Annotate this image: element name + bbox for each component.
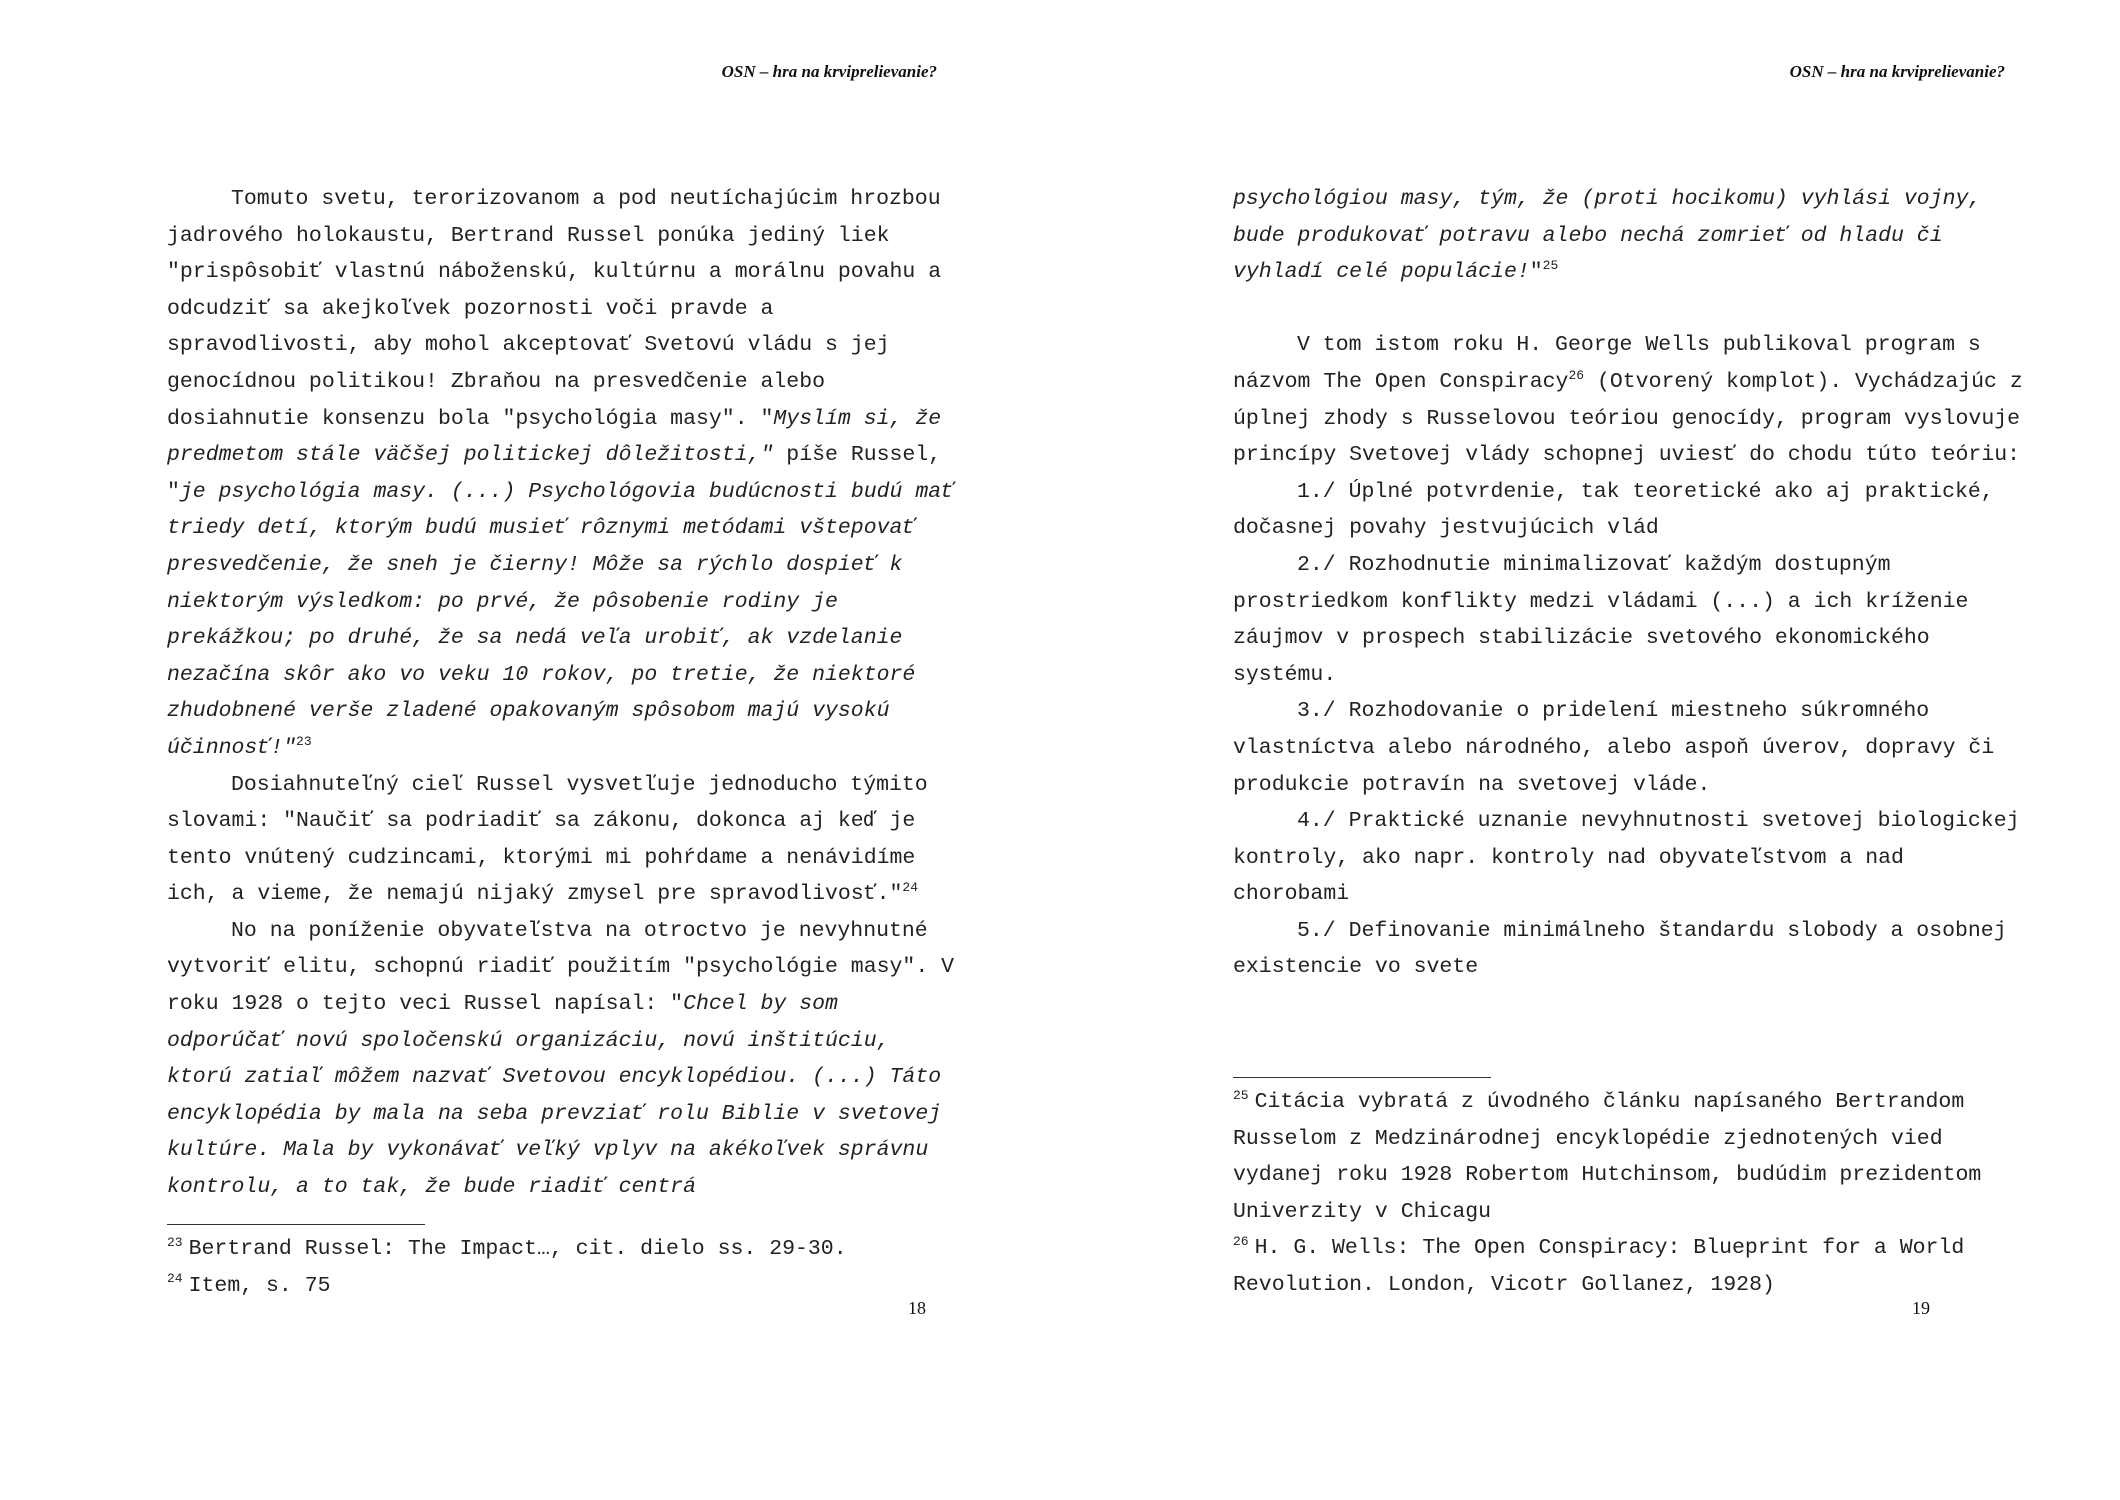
footnote: $^{25}$ Citácia vybratá z úvodného článku napísaného Bertrandom Russelom z Medzinárodnej encyklopédie zjednotených vied vydanej roku 1928 Robertom Hutchinsom, budúdim prezidentom Univerzity v Chicagu <box>1233 1087 1982 1224</box>
list-item: 1./ Úplné potvrdenie, tak teoretické ako aj praktické, dočasnej povahy jestvujúcich vlád <box>1233 479 1994 541</box>
right-page <box>1060 0 2120 1500</box>
body-text <box>167 181 957 1206</box>
footnote-divider <box>1233 1077 1491 1078</box>
footnotes <box>167 1224 957 1304</box>
list-item: 4./ Praktické uznanie nevyhnutnosti svetovej biologickej kontroly, ako napr. kontroly nad obyvateľstvom a nad chorobami <box>1233 809 2020 907</box>
footnote: $^{24}$ Item, s. 75 <box>167 1271 331 1298</box>
footnote-reference: 26 <box>1568 367 1585 383</box>
page-number: 19 <box>1912 1298 1930 1318</box>
paragraph: psychológiou masy, tým, že (proti hocikomu) vyhlási vojny, bude produkovať potravu alebo nechá zomrieť od hladu či vyhladí celé populácie!"$^{25}$ <box>1233 187 1982 285</box>
footnote-reference: 23 <box>296 733 312 749</box>
paragraph: No na poníženie obyvateľstva na otroctvo je nevyhnutné vytvoriť elitu, schopnú riadiť použitím "psychológie masy". V roku 1928 o tejto veci Russel napísal: "Chcel by som odporúčať novú spoločenskú organizáciu, novú inštitúciu, ktorú zatiaľ môžem nazvať Svetovou encyklopédiou. (...) Táto encyklopédia by mala na seba prevziať rolu Biblie v svetovej kultúre. Mala by vykonávať veľký vplyv na akékoľvek správnu kontrolu, a to tak, že bude riadiť centrá <box>167 918 955 1200</box>
footnote-reference: 24 <box>902 880 919 896</box>
paragraph: Dosiahnuteľný cieľ Russel vysvetľuje jednoducho týmito slovami: "Naučiť sa podriadiť sa zákonu, dokonca aj keď je tento vnútený cudzincami, ktorými mi pohŕdame a nenávidíme ich, a vieme, že nemajú nijaký zmysel pre spravodlivosť."$^{24}$ <box>167 772 928 907</box>
body-text <box>1233 181 2023 986</box>
paragraph: Tomuto svetu, terorizovanom a pod neutíchajúcim hrozbou jadrového holokaustu, Bertrand Russel ponúka jediný liek "prispôsobiť vlastnú náboženskú, kultúrnu a morálnu povahu a odcudziť sa akejkoľvek pozornosti voči pravde a spravodlivosti, aby mohol akceptovať Svetovú vládu s jej genocídnou politikou! Zbraňou na presvedčenie alebo dosiahnutie konsenzu bola "psychológia masy". "Myslím si, že predmetom stále väčšej politickej dôležitosti," píše Russel, "je psychológia masy. (...) Psychológovia budúcnosti budú mať triedy detí, ktorým budú musieť rôznymi metódami vštepovať presvedčenie, že sneh je čierny! Môže sa rýchlo dospieť k niektorým výsledkom: po prvé, že pôsobenie rodiny je prekážkou; po druhé, že sa nedá veľa urobiť, ak vzdelanie nezačína skôr ako vo veku 10 rokov, po tretie, že niektoré zhudobnené verše zladené opakovaným spôsobom majú vysokú účinnosť!"$^{23}$ <box>167 187 955 760</box>
running-header: OSN – hra na krviprelievanie? <box>721 62 937 81</box>
page-number: 18 <box>908 1298 926 1318</box>
list-item: 3./ Rozhodovanie o pridelení miestneho súkromného vlastníctva alebo národného, alebo aspoň úverov, dopravy či produkcie potravín na svetovej vláde. <box>1233 699 1995 797</box>
list-item: 5./ Definovanie minimálneho štandardu slobody a osobnej existencie vo svete <box>1233 918 2007 980</box>
list-item: 2./ Rozhodnutie minimalizovať každým dostupným prostriedkom konflikty medzi vládami (...) a ich kríženie záujmov v prospech stabilizácie svetového ekonomického systému. <box>1233 552 1969 687</box>
running-header: OSN – hra na krviprelievanie? <box>1789 62 2005 81</box>
footnote-divider <box>167 1224 425 1225</box>
footnotes <box>1233 1077 2023 1304</box>
footnote-reference: 25 <box>1542 258 1559 274</box>
paragraph: V tom istom roku H. George Wells publikoval program s názvom The Open Conspiracy$^{26}$ (Otvorený komplot). Vychádzajúc z úplnej zhody s Russelovou teóriou genocídy, program vyslovuje princípy Svetovej vlády schopnej uviesť do chodu túto teóriu: <box>1233 333 2023 468</box>
footnote: $^{23}$ Bertrand Russel: The Impact…, cit. dielo ss. 29-30. <box>167 1234 847 1261</box>
footnote: $^{26}$ H. G. Wells: The Open Conspiracy: Blueprint for a World Revolution. London, Vicotr Gollanez, 1928) <box>1233 1234 1965 1297</box>
